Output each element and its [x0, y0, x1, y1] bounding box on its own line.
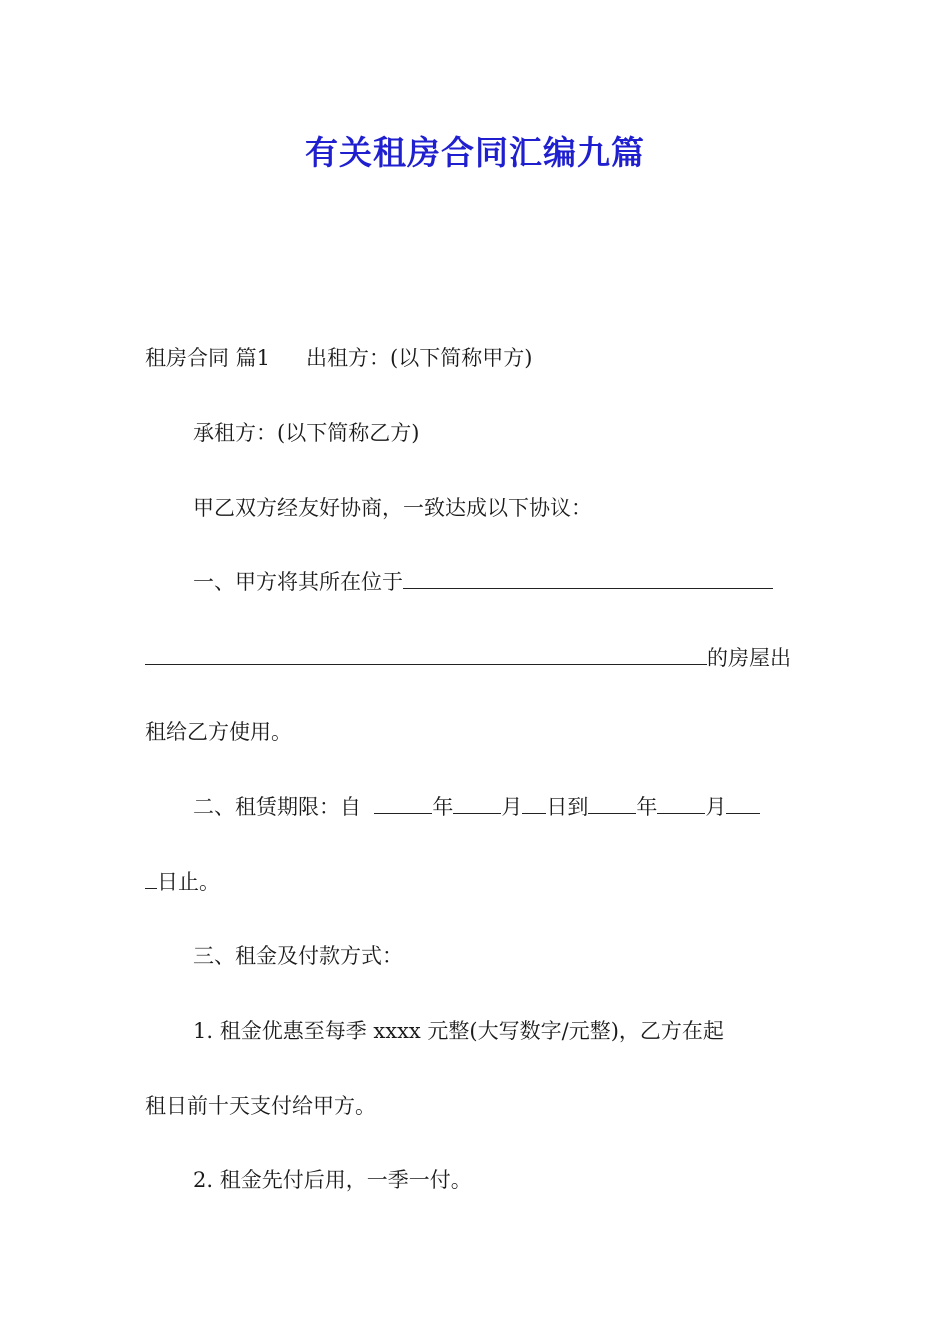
- section-heading-line: [145, 343, 807, 373]
- clause-2-line-1: [193, 792, 807, 822]
- clause-2-end: 日止。: [157, 870, 220, 894]
- clause-3-item-1-end: 租日前十天支付给甲方。: [145, 1094, 376, 1118]
- end-month-label: 月: [705, 795, 727, 819]
- end-year-blank: [588, 793, 636, 814]
- clause-1-line-1: [193, 567, 807, 597]
- end-day-blank-2: [145, 868, 157, 889]
- start-day-blank: [522, 793, 546, 814]
- clause-3-item-1: 1. 租金优惠至每季 xxxx 元整(大写数字/元整)，乙方在起: [193, 1019, 724, 1043]
- clause-1-prefix: 一、甲方将其所在位于: [193, 570, 403, 594]
- clause-2-line-2: [145, 867, 807, 897]
- clause-3-item-2: 2. 租金先付后用，一季一付。: [193, 1168, 472, 1192]
- clause-3-heading: 三、租金及付款方式：: [193, 944, 403, 968]
- clause-2-prefix: 二、租赁期限：自: [193, 795, 361, 819]
- lessee-line: 承租方：(以下简称乙方): [193, 421, 420, 445]
- end-year-label: 年: [636, 795, 658, 819]
- end-month-blank: [657, 793, 705, 814]
- document-title: 有关租房合同汇编九篇: [305, 133, 645, 172]
- clause-1-line-2: [145, 643, 807, 673]
- start-year-label: 年: [432, 795, 454, 819]
- end-day-blank-1: [726, 793, 760, 814]
- start-year-blank: [374, 793, 432, 814]
- section-label: 租房合同 篇1: [145, 346, 271, 370]
- agreement-intro: 甲乙双方经友好协商，一致达成以下协议：: [193, 496, 592, 520]
- start-day-label: 日到: [546, 795, 589, 819]
- address-blank-2: [145, 644, 707, 665]
- start-month-label: 月: [501, 795, 523, 819]
- start-month-blank: [453, 793, 501, 814]
- clause-1-suffix: 的房屋出: [707, 646, 791, 670]
- address-blank-1: [403, 568, 773, 589]
- lessor-text: 出租方：(以下简称甲方): [306, 346, 533, 370]
- clause-1-line-3: 租给乙方使用。: [145, 720, 292, 744]
